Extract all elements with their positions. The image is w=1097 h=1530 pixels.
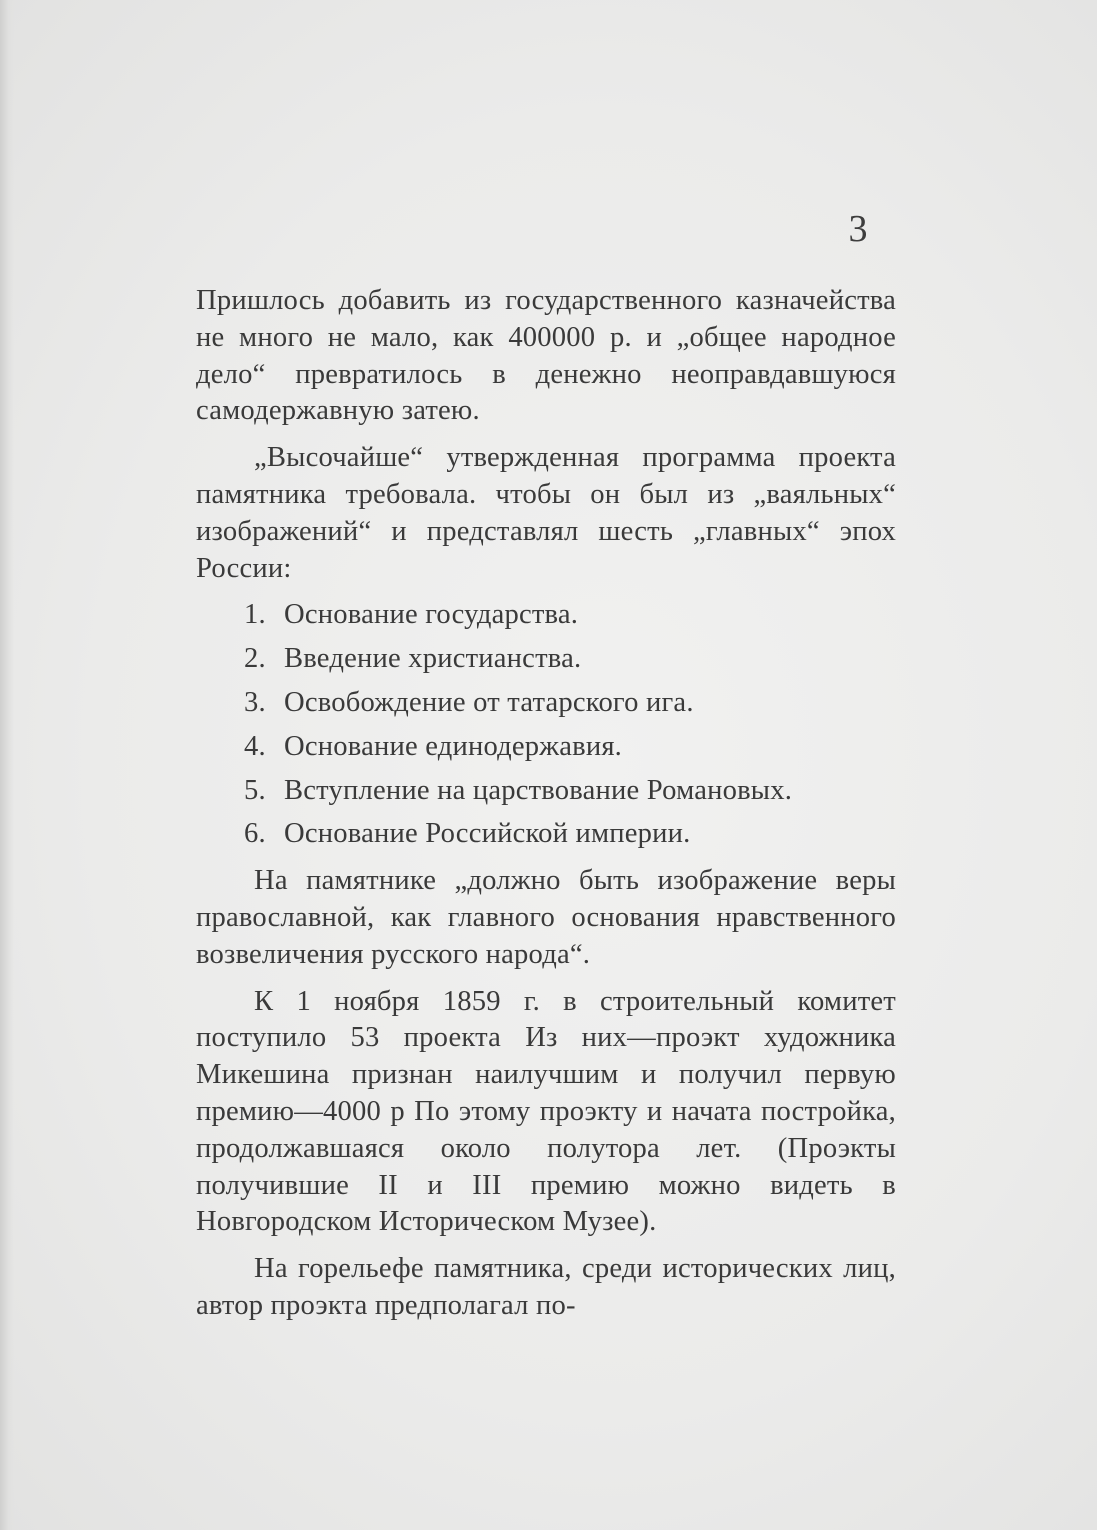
list-item bbox=[196, 597, 896, 634]
page-number: 3 bbox=[848, 208, 868, 250]
paragraph-high-relief: На горельефе памятника, среди исторических лиц, автор проэкта предполагал по- bbox=[196, 1253, 896, 1321]
list-item bbox=[196, 773, 896, 810]
list-item-text: Основание Российской империи. bbox=[284, 818, 691, 850]
list-item-number: 5. bbox=[244, 774, 266, 806]
list-item-number: 1. bbox=[244, 599, 266, 631]
list-item-text: Основание государства. bbox=[284, 599, 579, 631]
list-item bbox=[196, 729, 896, 766]
list-item-text: Освобождение от татарского ига. bbox=[284, 686, 694, 718]
paragraph-projects: К 1 ноября 1859 г. в строительный комитет поступило 53 проекта Из них—проэкт художника Микешина признан наилучшим и получил первую премию—4000 р По этому проэкту и начата постройка, продолжавшаяся около полутора лет. (Проэкты получившие II и III премию можно видеть в Новгородском Историческом Музее). bbox=[196, 985, 896, 1238]
page-binding-edge bbox=[0, 0, 14, 1530]
list-item-text: Введение христианства. bbox=[284, 643, 582, 675]
list-item-number: 3. bbox=[244, 686, 266, 718]
list-item-number: 6. bbox=[244, 818, 266, 850]
list-item bbox=[196, 816, 896, 853]
list-item-number: 4. bbox=[244, 730, 266, 762]
paragraph-program: „Высочайше“ утвержденная программа проекта памятника требовала. чтобы он был из „ваяльных“ изображений“ и представлял шесть „главных“ эпох России: bbox=[196, 442, 896, 584]
list-item-text: Основание единодержавия. bbox=[284, 730, 623, 762]
epochs-list bbox=[196, 597, 896, 853]
list-item bbox=[196, 685, 896, 722]
list-item-number: 2. bbox=[244, 643, 266, 675]
list-item-text: Вступление на царствование Романовых. bbox=[284, 774, 793, 806]
paragraph-treasury: Пришлось добавить из государственного казначейства не много не мало, как 400000 р. и „общее народное дело“ превратилось в денежно неоправдавшуюся самодержавную затею. bbox=[196, 285, 896, 427]
paragraph-orthodox-faith: На памятнике „должно быть изображение веры православной, как главного основания нравственного возвеличения русского народа“. bbox=[196, 865, 896, 970]
page-body bbox=[196, 283, 896, 1325]
list-item bbox=[196, 641, 896, 678]
